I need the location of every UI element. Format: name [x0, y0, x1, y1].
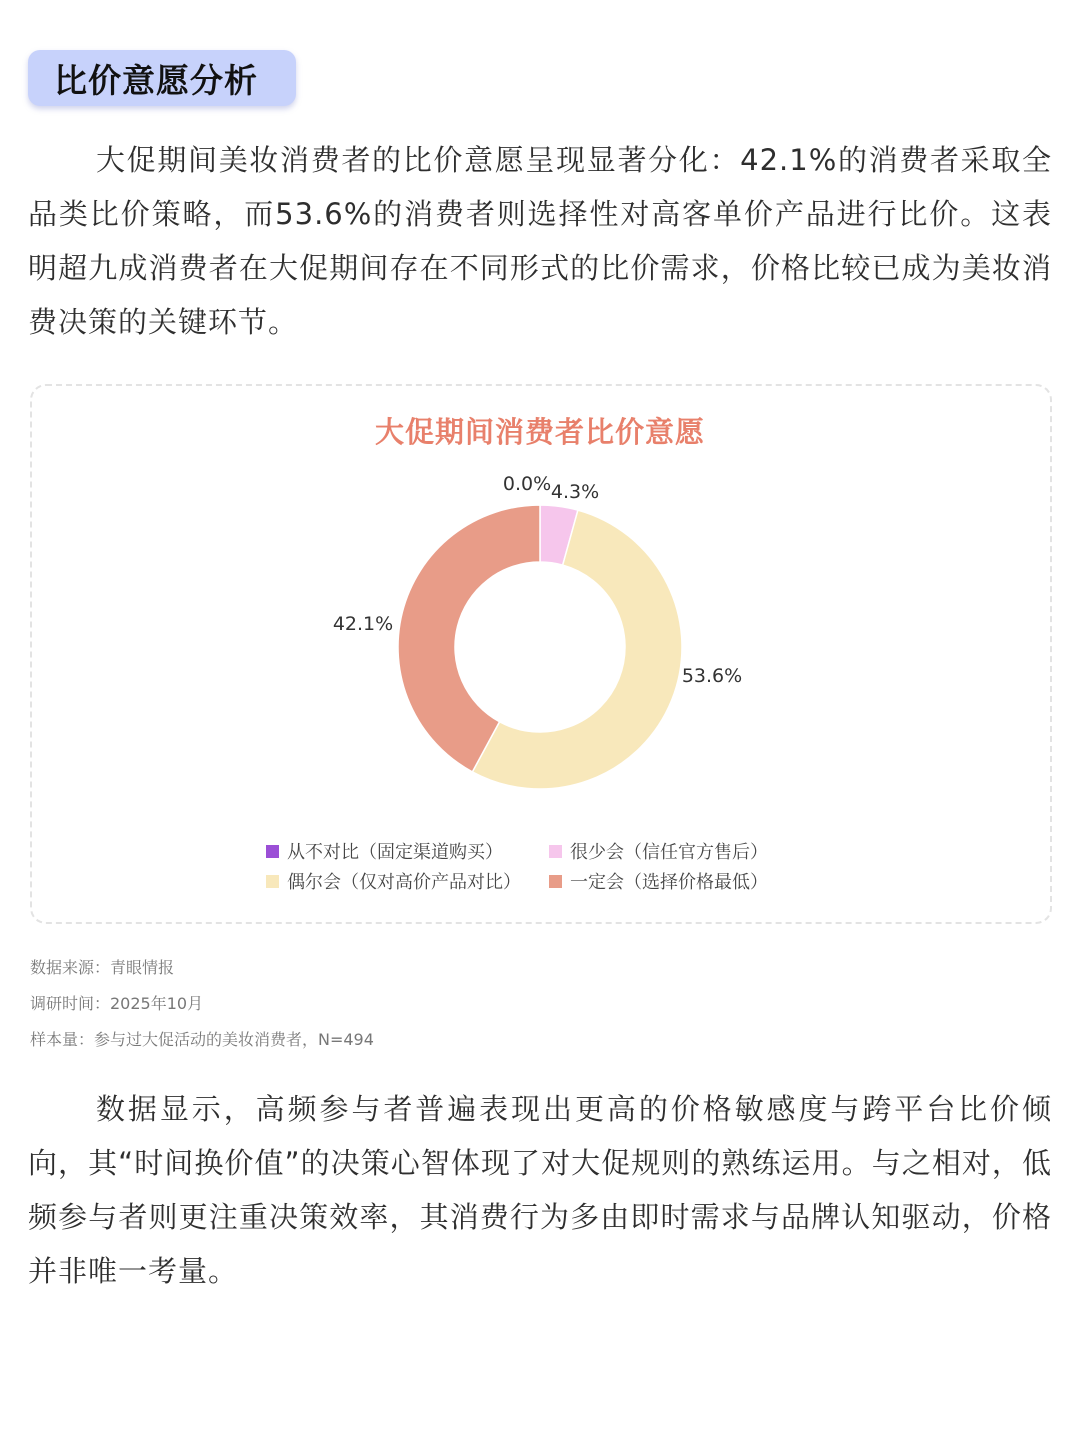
- intro-paragraph: 大促期间美妆消费者的比价意愿呈现显著分化：42.1%的消费者采取全品类比价策略，而53.6%的消费者则选择性对高客单价产品进行比价。这表明超九成消费者在大促期间存在不同形式的比价需求，价格比较已成为美妆消费决策的关键环节。: [28, 143, 1052, 339]
- legend-item-rarely: [549, 838, 768, 864]
- legend-swatch-sometimes: [266, 875, 279, 888]
- survey-time: 调研时间：2025年10月: [30, 994, 204, 1013]
- legend-item-sometimes: [266, 868, 521, 894]
- legend-swatch-never: [266, 845, 279, 858]
- legend-swatch-rarely: [549, 845, 562, 858]
- section-title: 比价意愿分析: [28, 50, 296, 106]
- legend-item-never: [266, 838, 503, 864]
- legend-label-always: 一定会（选择价格最低）: [570, 872, 768, 893]
- legend-label-rarely: 很少会（信任官方售后）: [570, 842, 768, 863]
- legend-swatch-always: [549, 875, 562, 888]
- chart-title: 大促期间消费者比价意愿: [374, 415, 705, 449]
- data-label-rarely: 4.3%: [550, 481, 600, 503]
- data-label-always: 42.1%: [332, 613, 394, 635]
- data-source: 数据来源：青眼情报: [30, 958, 175, 977]
- sample-size: 样本量：参与过大促活动的美妆消费者，N=494: [30, 1030, 374, 1049]
- data-label-never: 0.0%: [502, 473, 552, 495]
- legend-item-always: [549, 868, 768, 894]
- data-label-sometimes: 53.6%: [681, 665, 743, 687]
- closing-paragraph: 数据显示，高频参与者普遍表现出更高的价格敏感度与跨平台比价倾向，其“时间换价值”的决策心智体现了对大促规则的熟练运用。与之相对，低频参与者则更注重决策效率，其消费行为多由即时需求与品牌认知驱动，价格并非唯一考量。: [28, 1092, 1052, 1288]
- legend-label-sometimes: 偶尔会（仅对高价产品对比）: [287, 872, 521, 893]
- legend-label-never: 从不对比（固定渠道购买）: [287, 842, 503, 863]
